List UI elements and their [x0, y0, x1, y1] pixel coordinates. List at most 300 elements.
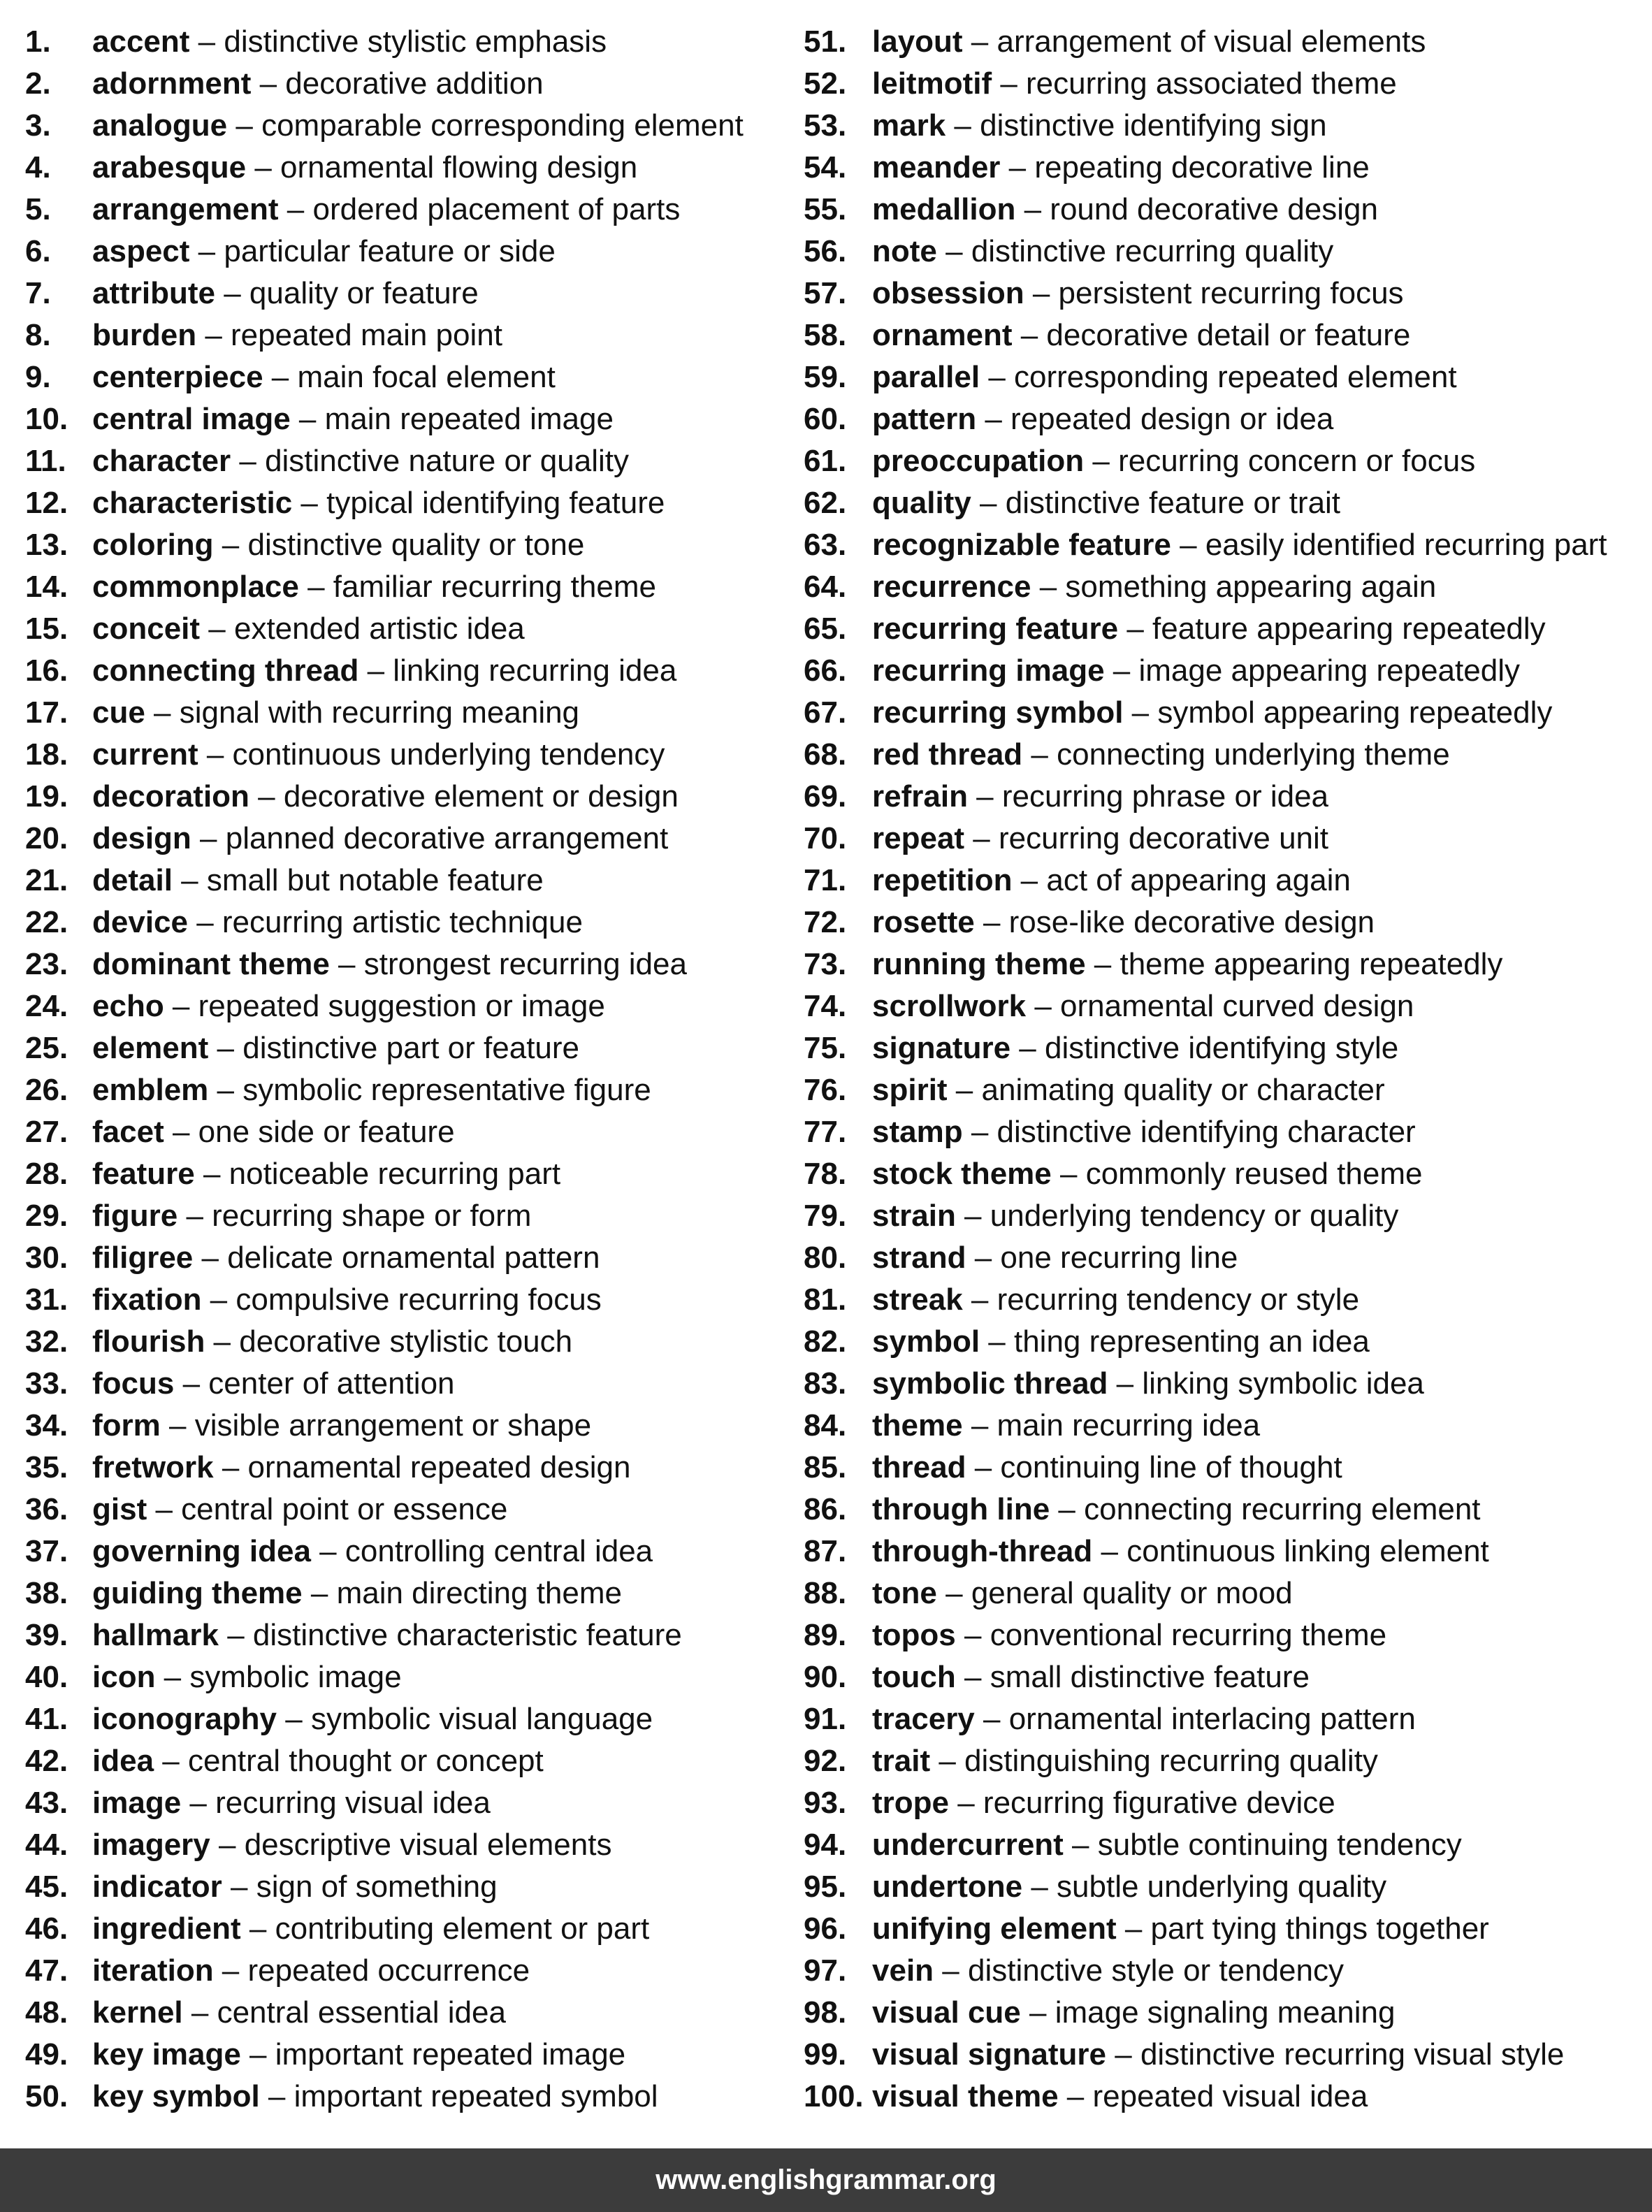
list-item [804, 1069, 1649, 1111]
list-item [25, 1279, 801, 1321]
item-number: 16. [25, 653, 68, 688]
item-definition: contributing element or part [275, 1911, 650, 1946]
item-separator: – [1022, 737, 1057, 772]
item-number: 45. [25, 1870, 68, 1904]
item-separator: – [298, 570, 333, 604]
item-definition: distinctive nature or quality [265, 444, 629, 478]
list-item [25, 189, 801, 231]
list-item [804, 356, 1649, 398]
list-item [804, 1153, 1649, 1195]
item-definition: familiar recurring theme [333, 570, 656, 604]
item-number: 28. [25, 1157, 68, 1191]
item-text [872, 566, 1436, 608]
item-term: recurrence [872, 570, 1031, 604]
item-term: decoration [92, 779, 249, 814]
list-item [25, 902, 801, 944]
item-number: 36. [25, 1492, 68, 1526]
list-item [804, 273, 1649, 315]
item-number: 82. [804, 1324, 847, 1359]
item-number: 9. [25, 360, 51, 394]
item-number: 31. [25, 1282, 68, 1317]
item-text [92, 1698, 653, 1740]
list-item [804, 21, 1649, 63]
item-term: touch [872, 1660, 956, 1694]
item-text [872, 315, 1410, 356]
list-item [804, 1279, 1649, 1321]
item-number: 77. [804, 1115, 847, 1149]
item-number: 33. [25, 1366, 68, 1401]
list-item [25, 650, 801, 692]
item-text [872, 1321, 1370, 1363]
item-number: 25. [25, 1031, 68, 1065]
item-text [872, 273, 1404, 315]
item-text [92, 1111, 455, 1153]
item-term: unifying element [872, 1911, 1117, 1946]
item-number: 19. [25, 779, 68, 814]
item-term: trait [872, 1744, 931, 1778]
item-definition: animating quality or character [981, 1073, 1385, 1107]
item-number: 13. [25, 528, 68, 562]
item-term: dominant theme [92, 947, 330, 981]
item-text [92, 189, 680, 231]
item-text [92, 356, 556, 398]
item-text [92, 1908, 649, 1950]
item-text [92, 608, 525, 650]
item-number: 34. [25, 1408, 68, 1443]
item-text [92, 1069, 651, 1111]
item-term: arrangement [92, 192, 279, 226]
item-separator: – [936, 234, 971, 268]
item-number: 10. [25, 402, 68, 436]
list-item [25, 1782, 801, 1824]
item-term: element [92, 1031, 209, 1065]
item-text [872, 147, 1370, 189]
footer-website-link[interactable]: www.englishgrammar.org [655, 2164, 997, 2195]
item-definition: continuous linking element [1126, 1534, 1489, 1568]
item-number: 89. [804, 1618, 847, 1652]
item-definition: ornamental flowing design [280, 150, 638, 185]
item-text [872, 1195, 1398, 1237]
list-item [25, 482, 801, 524]
item-number: 64. [804, 570, 847, 604]
item-number: 100. [804, 2079, 864, 2113]
item-separator: – [174, 1366, 209, 1401]
item-definition: underlying tendency or quality [990, 1199, 1399, 1233]
item-definition: repeated occurrence [247, 1953, 530, 1988]
item-separator: – [1104, 653, 1139, 688]
item-separator: – [1123, 695, 1158, 730]
item-text [92, 902, 583, 944]
item-number: 55. [804, 192, 847, 226]
item-term: kernel [92, 1995, 183, 2030]
item-definition: recurring artistic technique [222, 905, 583, 939]
item-definition: quality or feature [249, 276, 479, 310]
item-text [92, 734, 665, 776]
list-item [804, 650, 1649, 692]
list-item [804, 1531, 1649, 1573]
item-text [92, 944, 687, 985]
item-number: 40. [25, 1660, 68, 1694]
item-text [92, 1321, 572, 1363]
item-term: device [92, 905, 188, 939]
list-item [804, 63, 1649, 105]
item-text [92, 63, 544, 105]
item-term: central image [92, 402, 291, 436]
item-separator: – [962, 24, 997, 59]
list-item [25, 1573, 801, 1614]
item-term: gist [92, 1492, 147, 1526]
item-term: guiding theme [92, 1576, 303, 1610]
list-item [25, 692, 801, 734]
item-term: key image [92, 2037, 241, 2072]
item-separator: – [945, 108, 980, 143]
item-term: strand [872, 1241, 966, 1275]
item-text [92, 692, 579, 734]
list-item [25, 985, 801, 1027]
item-term: visual cue [872, 1995, 1021, 2030]
item-definition: recurring decorative unit [999, 821, 1329, 855]
item-definition: recurring associated theme [1026, 66, 1397, 101]
item-definition: symbolic representative figure [242, 1073, 651, 1107]
item-separator: – [974, 905, 1009, 939]
item-text [872, 1279, 1359, 1321]
item-term: image [92, 1786, 182, 1820]
list-item [804, 860, 1649, 902]
list-item [804, 1656, 1649, 1698]
list-item [804, 1405, 1649, 1447]
item-number: 98. [804, 1995, 847, 2030]
item-separator: – [976, 402, 1011, 436]
item-separator: – [292, 486, 327, 520]
item-term: design [92, 821, 191, 855]
item-definition: ornamental repeated design [247, 1450, 631, 1484]
item-text [92, 860, 544, 902]
item-number: 61. [804, 444, 847, 478]
list-item [25, 440, 801, 482]
item-separator: – [947, 1073, 982, 1107]
item-definition: repeating decorative line [1034, 150, 1370, 185]
item-term: repeat [872, 821, 965, 855]
item-separator: – [210, 1828, 245, 1862]
list-item [25, 21, 801, 63]
item-separator: – [231, 444, 266, 478]
item-term: vein [872, 1953, 934, 1988]
item-term: coloring [92, 528, 214, 562]
item-text [92, 985, 605, 1027]
item-number: 62. [804, 486, 847, 520]
item-term: note [872, 234, 937, 268]
item-text [92, 105, 744, 147]
item-text [92, 1195, 531, 1237]
item-definition: theme appearing repeatedly [1120, 947, 1503, 981]
item-text [872, 692, 1552, 734]
item-term: undercurrent [872, 1828, 1064, 1862]
list-item [804, 692, 1649, 734]
list-item [804, 1573, 1649, 1614]
item-term: recurring image [872, 653, 1105, 688]
item-number: 60. [804, 402, 847, 436]
list-item [804, 1237, 1649, 1279]
list-item [804, 1824, 1649, 1866]
item-number: 4. [25, 150, 51, 185]
list-item [25, 1740, 801, 1782]
item-term: emblem [92, 1073, 209, 1107]
item-separator: – [191, 821, 226, 855]
item-definition: main focal element [297, 360, 556, 394]
list-item [25, 273, 801, 315]
item-number: 54. [804, 150, 847, 185]
list-item [804, 524, 1649, 566]
item-number: 56. [804, 234, 847, 268]
item-term: preoccupation [872, 444, 1085, 478]
item-text [872, 608, 1546, 650]
item-number: 73. [804, 947, 847, 981]
item-text [872, 2076, 1368, 2118]
item-separator: – [1031, 570, 1066, 604]
item-separator: – [949, 1786, 983, 1820]
item-definition: symbolic image [189, 1660, 402, 1694]
item-definition: distinctive identifying style [1044, 1031, 1399, 1065]
item-term: running theme [872, 947, 1086, 981]
item-definition: decorative stylistic touch [239, 1324, 573, 1359]
list-item [804, 147, 1649, 189]
list-item [804, 1866, 1649, 1908]
item-text [872, 1656, 1310, 1698]
item-term: trope [872, 1786, 949, 1820]
item-number: 69. [804, 779, 847, 814]
item-term: thread [872, 1450, 966, 1484]
list-item [25, 1363, 801, 1405]
item-definition: small but notable feature [206, 863, 544, 897]
item-term: undertone [872, 1870, 1023, 1904]
item-separator: – [980, 1324, 1014, 1359]
list-item [804, 1698, 1649, 1740]
list-item [25, 1237, 801, 1279]
item-term: fixation [92, 1282, 202, 1317]
item-number: 12. [25, 486, 68, 520]
item-separator: – [177, 1199, 212, 1233]
item-text [92, 1950, 530, 1992]
item-separator: – [1051, 1157, 1086, 1191]
item-term: leitmotif [872, 66, 992, 101]
item-term: iconography [92, 1702, 277, 1736]
item-text [872, 1824, 1462, 1866]
item-number: 88. [804, 1576, 847, 1610]
item-definition: symbol appearing repeatedly [1157, 695, 1553, 730]
item-term: detail [92, 863, 173, 897]
list-item [25, 315, 801, 356]
item-number: 24. [25, 989, 68, 1023]
item-term: stock theme [872, 1157, 1052, 1191]
list-item [804, 398, 1649, 440]
item-separator: – [1015, 192, 1050, 226]
item-separator: – [240, 2037, 275, 2072]
item-number: 35. [25, 1450, 68, 1484]
item-term: visual theme [872, 2079, 1059, 2113]
item-number: 91. [804, 1702, 847, 1736]
item-definition: image signaling meaning [1055, 1995, 1396, 2030]
item-number: 27. [25, 1115, 68, 1149]
item-number: 47. [25, 1953, 68, 1988]
item-definition: delicate ornamental pattern [227, 1241, 600, 1275]
list-item [25, 398, 801, 440]
item-term: analogue [92, 108, 228, 143]
item-text [92, 1489, 507, 1531]
item-text [92, 1153, 560, 1195]
item-term: indicator [92, 1870, 222, 1904]
item-definition: small distinctive feature [990, 1660, 1310, 1694]
item-separator: – [992, 66, 1027, 101]
item-number: 32. [25, 1324, 68, 1359]
item-definition: important repeated image [275, 2037, 626, 2072]
item-text [872, 860, 1351, 902]
item-definition: controlling central idea [345, 1534, 653, 1568]
item-number: 95. [804, 1870, 847, 1904]
item-definition: recurring visual idea [215, 1786, 491, 1820]
list-item [804, 566, 1649, 608]
item-definition: extended artistic idea [233, 612, 525, 646]
list-item [804, 734, 1649, 776]
item-definition: decorative addition [285, 66, 544, 101]
item-definition: linking recurring idea [393, 653, 677, 688]
item-separator: – [1020, 1995, 1055, 2030]
item-number: 22. [25, 905, 68, 939]
list-item [25, 566, 801, 608]
list-item [804, 1782, 1649, 1824]
item-separator: – [1058, 2079, 1093, 2113]
item-term: medallion [872, 192, 1016, 226]
item-number: 48. [25, 1995, 68, 2030]
item-term: idea [92, 1744, 154, 1778]
item-number: 8. [25, 318, 51, 352]
list-item [25, 1992, 801, 2034]
item-number: 30. [25, 1241, 68, 1275]
item-number: 75. [804, 1031, 847, 1065]
item-definition: recurring tendency or style [997, 1282, 1360, 1317]
item-separator: – [1010, 1031, 1045, 1065]
item-text [92, 1614, 682, 1656]
item-definition: ornamental curved design [1060, 989, 1414, 1023]
item-term: symbolic thread [872, 1366, 1108, 1401]
item-definition: sign of something [256, 1870, 498, 1904]
list-item [25, 1447, 801, 1489]
item-definition: persistent recurring focus [1058, 276, 1404, 310]
list-item [25, 1656, 801, 1698]
list-item [25, 1824, 801, 1866]
item-text [92, 1279, 602, 1321]
list-item [804, 1321, 1649, 1363]
item-number: 99. [804, 2037, 847, 2072]
item-definition: repeated design or idea [1010, 402, 1334, 436]
item-text [92, 398, 614, 440]
item-definition: ornamental interlacing pattern [1008, 1702, 1416, 1736]
list-item [25, 2034, 801, 2076]
item-term: centerpiece [92, 360, 263, 394]
list-item [804, 818, 1649, 860]
item-term: through line [872, 1492, 1050, 1526]
item-text [92, 440, 629, 482]
item-number: 58. [804, 318, 847, 352]
item-definition: recurring figurative device [983, 1786, 1335, 1820]
item-term: key symbol [92, 2079, 260, 2113]
item-definition: main repeated image [324, 402, 614, 436]
list-item [25, 1531, 801, 1573]
list-item [25, 1908, 801, 1950]
item-number: 49. [25, 2037, 68, 2072]
list-item [25, 776, 801, 818]
item-definition: commonly reused theme [1085, 1157, 1423, 1191]
item-text [872, 776, 1328, 818]
item-number: 63. [804, 528, 847, 562]
item-text [92, 1824, 611, 1866]
item-text [872, 1531, 1489, 1573]
item-separator: – [962, 1282, 997, 1317]
item-term: topos [872, 1618, 956, 1652]
item-number: 42. [25, 1744, 68, 1778]
list-item [804, 2034, 1649, 2076]
item-definition: distinguishing recurring quality [964, 1744, 1378, 1778]
item-separator: – [955, 1618, 990, 1652]
item-number: 23. [25, 947, 68, 981]
item-text [92, 1782, 491, 1824]
item-text [92, 1363, 455, 1405]
item-term: figure [92, 1199, 178, 1233]
item-number: 90. [804, 1660, 847, 1694]
item-text [872, 398, 1333, 440]
item-text [92, 1027, 579, 1069]
item-separator: – [164, 989, 198, 1023]
item-separator: – [213, 528, 248, 562]
list-item [804, 231, 1649, 273]
item-separator: – [1108, 1366, 1143, 1401]
item-number: 93. [804, 1786, 847, 1820]
item-number: 53. [804, 108, 847, 143]
item-number: 70. [804, 821, 847, 855]
item-term: ornament [872, 318, 1013, 352]
item-separator: – [155, 1660, 190, 1694]
item-number: 11. [25, 444, 66, 478]
list-item [804, 776, 1649, 818]
item-term: signature [872, 1031, 1011, 1065]
item-separator: – [196, 318, 231, 352]
item-number: 2. [25, 66, 51, 101]
list-item [804, 1111, 1649, 1153]
item-separator: – [227, 108, 262, 143]
item-separator: – [147, 1492, 182, 1526]
item-separator: – [1026, 989, 1061, 1023]
list-item [804, 1950, 1649, 1992]
word-list-column-right [804, 21, 1649, 2118]
item-separator: – [172, 863, 207, 897]
item-definition: arrangement of visual elements [997, 24, 1426, 59]
item-term: aspect [92, 234, 190, 268]
item-separator: – [962, 1408, 997, 1443]
item-separator: – [955, 1660, 990, 1694]
item-definition: distinctive style or tendency [967, 1953, 1345, 1988]
item-text [872, 1866, 1386, 1908]
item-text [92, 1447, 630, 1489]
item-separator: – [962, 1115, 997, 1149]
item-term: visual signature [872, 2037, 1107, 2072]
item-separator: – [213, 1450, 248, 1484]
list-item [804, 1908, 1649, 1950]
item-term: accent [92, 24, 190, 59]
item-text [872, 650, 1520, 692]
item-separator: – [1092, 1534, 1127, 1568]
item-text [92, 147, 637, 189]
item-separator: – [259, 2079, 294, 2113]
item-definition: round decorative design [1050, 192, 1378, 226]
